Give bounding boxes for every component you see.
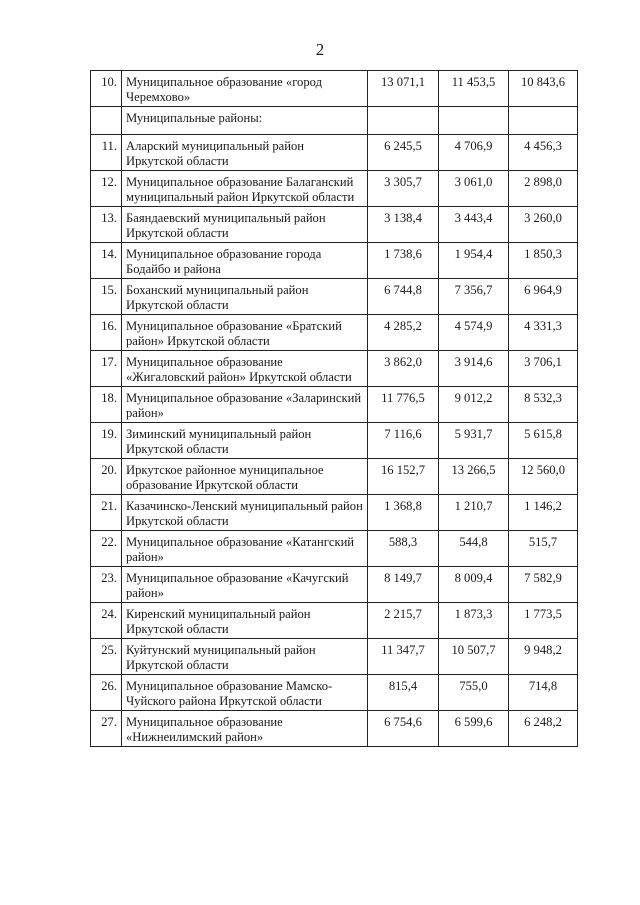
row-number: 25.	[91, 639, 122, 675]
table-row	[91, 279, 578, 315]
table-row	[91, 243, 578, 279]
row-number: 22.	[91, 531, 122, 567]
value-col-3: 2 898,0	[509, 171, 578, 207]
value-col-3: 5 615,8	[509, 423, 578, 459]
table-row	[91, 459, 578, 495]
value-col-2: 10 507,7	[439, 639, 509, 675]
value-col-1: 2 215,7	[368, 603, 439, 639]
value-col-3: 515,7	[509, 531, 578, 567]
budget-table	[90, 70, 578, 747]
value-col-1: 11 347,7	[368, 639, 439, 675]
municipality-name: Муниципальное образование «Заларинский район»	[122, 387, 368, 423]
municipality-name: Муниципальное образование Балаганский муниципальный район Иркутской области	[122, 171, 368, 207]
section-empty-cell	[509, 107, 578, 135]
section-header: Муниципальные районы:	[122, 107, 368, 135]
municipality-name: Муниципальное образование «город Черемхово»	[122, 71, 368, 107]
value-col-1: 1 738,6	[368, 243, 439, 279]
value-col-3: 4 456,3	[509, 135, 578, 171]
value-col-1: 11 776,5	[368, 387, 439, 423]
municipality-name: Боханский муниципальный район Иркутской области	[122, 279, 368, 315]
table-row	[91, 531, 578, 567]
value-col-1: 3 305,7	[368, 171, 439, 207]
row-number: 10.	[91, 71, 122, 107]
municipality-name: Муниципальное образование «Катангский район»	[122, 531, 368, 567]
value-col-1: 4 285,2	[368, 315, 439, 351]
table-row	[91, 603, 578, 639]
value-col-1: 3 138,4	[368, 207, 439, 243]
value-col-2: 4 574,9	[439, 315, 509, 351]
table-row	[91, 675, 578, 711]
row-number: 23.	[91, 567, 122, 603]
table-row	[91, 387, 578, 423]
value-col-1: 815,4	[368, 675, 439, 711]
value-col-2: 9 012,2	[439, 387, 509, 423]
value-col-3: 3 706,1	[509, 351, 578, 387]
value-col-2: 544,8	[439, 531, 509, 567]
value-col-2: 5 931,7	[439, 423, 509, 459]
value-col-2: 3 914,6	[439, 351, 509, 387]
municipality-name: Куйтунский муниципальный район Иркутской области	[122, 639, 368, 675]
row-number: 17.	[91, 351, 122, 387]
municipality-name: Муниципальное образование города Бодайбо и района	[122, 243, 368, 279]
row-number: 20.	[91, 459, 122, 495]
value-col-1: 6 754,6	[368, 711, 439, 747]
table-row	[91, 567, 578, 603]
municipality-name: Муниципальное образование Мамско-Чуйского района Иркутской области	[122, 675, 368, 711]
page-number: 2	[315, 40, 325, 59]
value-col-3: 4 331,3	[509, 315, 578, 351]
value-col-1: 6 245,5	[368, 135, 439, 171]
value-col-2: 1 210,7	[439, 495, 509, 531]
table-row	[91, 315, 578, 351]
table-row	[91, 171, 578, 207]
row-number: 27.	[91, 711, 122, 747]
value-col-2: 3 443,4	[439, 207, 509, 243]
municipality-name: Муниципальное образование «Братский район» Иркутской области	[122, 315, 368, 351]
value-col-1: 588,3	[368, 531, 439, 567]
row-number: 13.	[91, 207, 122, 243]
municipality-name: Муниципальное образование «Нижнеилимский район»	[122, 711, 368, 747]
value-col-2: 13 266,5	[439, 459, 509, 495]
value-col-1: 13 071,1	[368, 71, 439, 107]
value-col-3: 10 843,6	[509, 71, 578, 107]
table-row	[91, 639, 578, 675]
municipality-name: Зиминский муниципальный район Иркутской области	[122, 423, 368, 459]
section-header-row	[91, 107, 578, 135]
value-col-1: 8 149,7	[368, 567, 439, 603]
table-row	[91, 207, 578, 243]
value-col-3: 12 560,0	[509, 459, 578, 495]
value-col-2: 6 599,6	[439, 711, 509, 747]
value-col-2: 8 009,4	[439, 567, 509, 603]
value-col-3: 714,8	[509, 675, 578, 711]
municipality-name: Баяндаевский муниципальный район Иркутской области	[122, 207, 368, 243]
value-col-2: 755,0	[439, 675, 509, 711]
value-col-1: 16 152,7	[368, 459, 439, 495]
value-col-1: 1 368,8	[368, 495, 439, 531]
value-col-2: 4 706,9	[439, 135, 509, 171]
value-col-3: 8 532,3	[509, 387, 578, 423]
row-number: 11.	[91, 135, 122, 171]
value-col-3: 1 773,5	[509, 603, 578, 639]
section-empty-cell	[439, 107, 509, 135]
table-row	[91, 71, 578, 107]
row-number: 12.	[91, 171, 122, 207]
value-col-2: 11 453,5	[439, 71, 509, 107]
budget-table-body	[91, 71, 578, 747]
table-row	[91, 423, 578, 459]
value-col-1: 3 862,0	[368, 351, 439, 387]
municipality-name: Иркутское районное муниципальное образование Иркутской области	[122, 459, 368, 495]
row-number: 26.	[91, 675, 122, 711]
table-row	[91, 135, 578, 171]
section-number-cell	[91, 107, 122, 135]
table-row	[91, 495, 578, 531]
value-col-1: 6 744,8	[368, 279, 439, 315]
value-col-3: 3 260,0	[509, 207, 578, 243]
row-number: 15.	[91, 279, 122, 315]
municipality-name: Аларский муниципальный район Иркутской области	[122, 135, 368, 171]
value-col-3: 9 948,2	[509, 639, 578, 675]
value-col-2: 7 356,7	[439, 279, 509, 315]
value-col-2: 3 061,0	[439, 171, 509, 207]
row-number: 14.	[91, 243, 122, 279]
value-col-3: 6 964,9	[509, 279, 578, 315]
value-col-3: 1 146,2	[509, 495, 578, 531]
value-col-3: 1 850,3	[509, 243, 578, 279]
municipality-name: Муниципальное образование «Жигаловский район» Иркутской области	[122, 351, 368, 387]
row-number: 16.	[91, 315, 122, 351]
value-col-1: 7 116,6	[368, 423, 439, 459]
row-number: 18.	[91, 387, 122, 423]
value-col-3: 6 248,2	[509, 711, 578, 747]
table-row	[91, 711, 578, 747]
row-number: 24.	[91, 603, 122, 639]
value-col-2: 1 954,4	[439, 243, 509, 279]
municipality-name: Муниципальное образование «Качугский район»	[122, 567, 368, 603]
section-empty-cell	[368, 107, 439, 135]
value-col-2: 1 873,3	[439, 603, 509, 639]
row-number: 19.	[91, 423, 122, 459]
row-number: 21.	[91, 495, 122, 531]
municipality-name: Киренский муниципальный район Иркутской области	[122, 603, 368, 639]
value-col-3: 7 582,9	[509, 567, 578, 603]
table-row	[91, 351, 578, 387]
municipality-name: Казачинско-Ленский муниципальный район Иркутской области	[122, 495, 368, 531]
